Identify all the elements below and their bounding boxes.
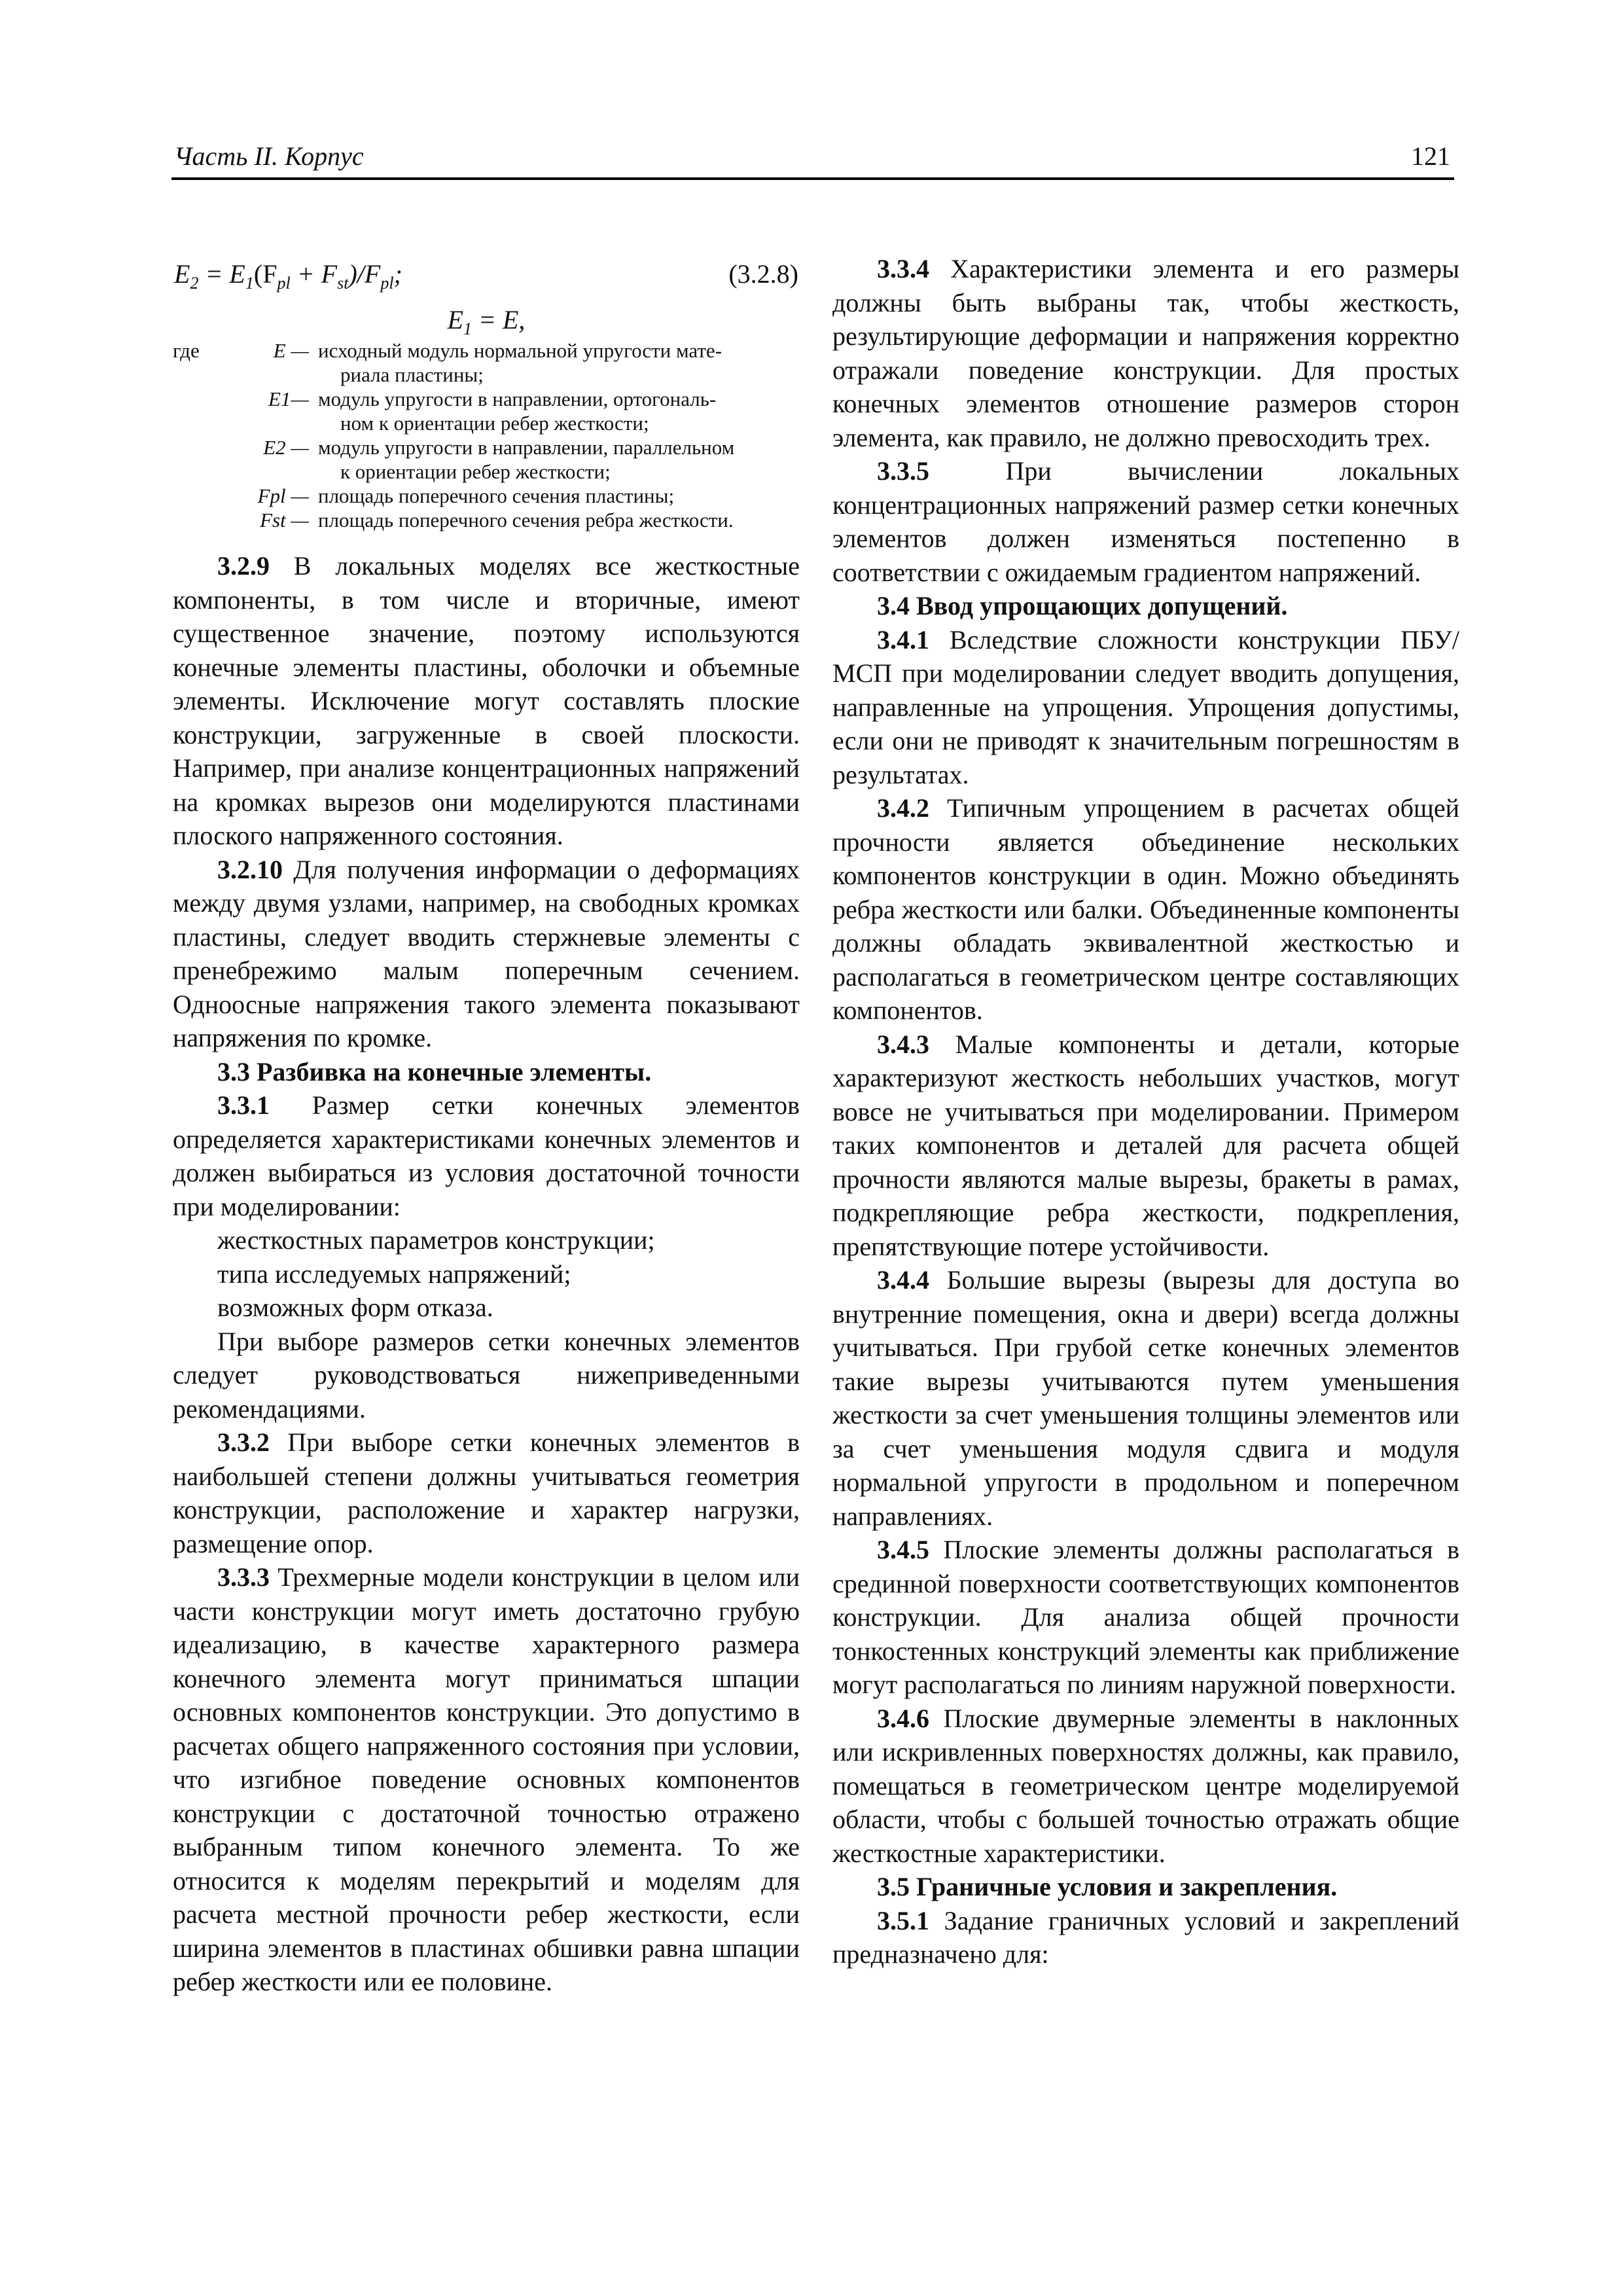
paragraph-3-4-2: 3.4.2 Типичным упрощением в расчетах общей прочности является объединение нескольких компонентов конструкции в один. Можно объединять ребра жесткости или балки. Объединенные компоненты должны обладать эквивалентной жесткостью и располагаться в геометрическом центре составляющих компонентов.: [832, 793, 1459, 1025]
paragraph-3-2-10: 3.2.10 Для получения информации о деформациях между двумя узлами, например, на свободных кромках пластины, следует вводить стержневые элементы с пренебрежимо малым поперечным сечением. Одноосные напряжения такого элемента показывают напряжения по кромке.: [173, 854, 800, 1052]
list-item: возможных форм отказа.: [217, 1293, 493, 1322]
legend-item: E2 — модуль упругости в направлении, параллельном к ориентации ребер жесткости;: [263, 436, 735, 483]
list-item: жесткостных параметров конструкции;: [217, 1225, 655, 1255]
paragraph-3-4-5: 3.4.5 Плоские элементы должны располагаться в срединной поверхности соответствующих компонентов конструкции. Для анализа общей прочности тонкостенных конструкций элементы как приближение могут располагаться по линиям наружной поверхности.: [832, 1535, 1459, 1699]
left-column: [173, 252, 800, 1999]
legend-item: Fst — площадь поперечного сечения ребра жесткости.: [260, 509, 734, 531]
paragraph-3-4-6: 3.4.6 Плоские двумерные элементы в наклонных или искривленных поверхностях должны, как правило, помещаться в геометрическом центре моделируемой области, чтобы с большей точностью отражать общие жесткостные характеристики.: [832, 1703, 1459, 1868]
paragraph-3-4-3: 3.4.3 Малые компоненты и детали, которые характеризуют жесткость небольших участков, могут вовсе не учитываться при моделировании. Примером таких компонентов и деталей для расчета общей прочности являются малые вырезы, бракеты в рамах, подкрепляющие ребра жесткости, подкрепления, препятствующие потере устойчивости.: [832, 1029, 1459, 1261]
legend-item: E — исходный модуль нормальной упругости мате- риала пластины;: [273, 339, 722, 386]
running-header: [171, 134, 1454, 180]
paragraph-3-3-4: 3.3.4 Характеристики элемента и его размеры должны быть выбраны так, чтобы жесткость, результирующие деформации и напряжения корректно отражали поведение конструкции. Для простых конечных элементов отношение размеров сторон элемента, как правило, не должно превосходить трех.: [832, 254, 1459, 452]
legend-item: Fpl — площадь поперечного сечения пластины;: [257, 484, 675, 507]
formula-number: (3.2.8): [728, 259, 798, 289]
legend-label: где: [173, 339, 200, 362]
section-heading-3-3: 3.3 Разбивка на конечные элементы.: [217, 1056, 652, 1086]
list-item: типа исследуемых напряжений;: [217, 1259, 571, 1289]
paragraph-3-3-3: 3.3.3 Трехмерные модели конструкции в целом или части конструкции могут иметь достаточно грубую идеализацию, в качестве характерного размера конечного элемента могут приниматься шпации основных компонентов конструкции. Это допустимо в расчетах общего напряженного состояния при условии, что изгибное поведение основных компонентов конструкции с достаточной точностью отражено выбранным типом конечного элемента. То же относится к моделям перекрытий и моделям для расчета местной прочности ребер жесткости, если ширина элементов в пластинах обшивки равна шпации ребер жесткости или ее половине.: [173, 1562, 800, 1996]
paragraph-3-4-4: 3.4.4 Большие вырезы (вырезы для доступа во внутренние помещения, окна и двери) всегда должны учитываться. При грубой сетке конечных элементов такие вырезы учитываются путем уменьшения жесткости за счет уменьшения толщины элементов или за счет уменьшения модуля сдвига и модуля нормальной упругости в продольном и поперечном направлениях.: [832, 1265, 1459, 1531]
formula-line-2: $E_1 = E$,: [447, 305, 526, 338]
page-number: 121: [1411, 141, 1450, 171]
right-column: [832, 252, 1459, 1971]
paragraph-3-3-2: 3.3.2 При выборе сетки конечных элементов в наибольшей степени должны учитываться геометрия конструкции, расположение и характер нагрузки, размещение опор.: [173, 1427, 800, 1558]
section-heading-3-5: 3.5 Граничные условия и закрепления.: [877, 1872, 1338, 1901]
paragraph-choice: При выборе размеров сетки конечных элементов следует руководствоваться нижеприведенными рекомендациями.: [173, 1326, 800, 1424]
header-part-title: Часть II. Корпус: [174, 141, 364, 171]
formula-line-1: $E_2 = E_1(F_{pl} + F_{st})/F_{pl}$;: [174, 259, 402, 293]
legend-item: E1— модуль упругости в направлении, ортогональ- ном к ориентации ребер жесткости;: [268, 387, 717, 435]
formula-legend: [173, 338, 800, 532]
paragraph-3-5-1: 3.5.1 Задание граничных условий и закреплений предназначено для:: [832, 1905, 1459, 1969]
section-heading-3-4: 3.4 Ввод упрощающих допущений.: [877, 591, 1288, 620]
paragraph-3-3-1: 3.3.1 Размер сетки конечных элементов определяется характеристиками конечных элементов и должен выбираться из условия достаточной точности при моделировании:: [173, 1090, 800, 1221]
paragraph-3-3-5: 3.3.5 При вычислении локальных концентрационных напряжений размер сетки конечных элементов должен изменяться постепенно в соответствии с ожидаемым градиентом напряжений.: [832, 456, 1459, 587]
paragraph-3-2-9: 3.2.9 В локальных моделях все жесткостные компоненты, в том числе и вторичные, имеют существенное значение, поэтому используются конечные элементы пластины, оболочки и объемные элементы. Исключение могут составлять плоские конструкции, загруженные в своей плоскости. Например, при анализе концентрационных напряжений на кромках вырезов они моделируются пластинами плоского напряженного состояния.: [173, 551, 800, 850]
paragraph-3-4-1: 3.4.1 Вследствие сложности конструкции ПБУ/МСП при моделировании следует вводить допущения, направленные на упрощения. Упрощения допустимы, если они не приводят к значительным погрешностям в результатах.: [832, 624, 1459, 789]
formula-3-2-8: [173, 252, 800, 338]
